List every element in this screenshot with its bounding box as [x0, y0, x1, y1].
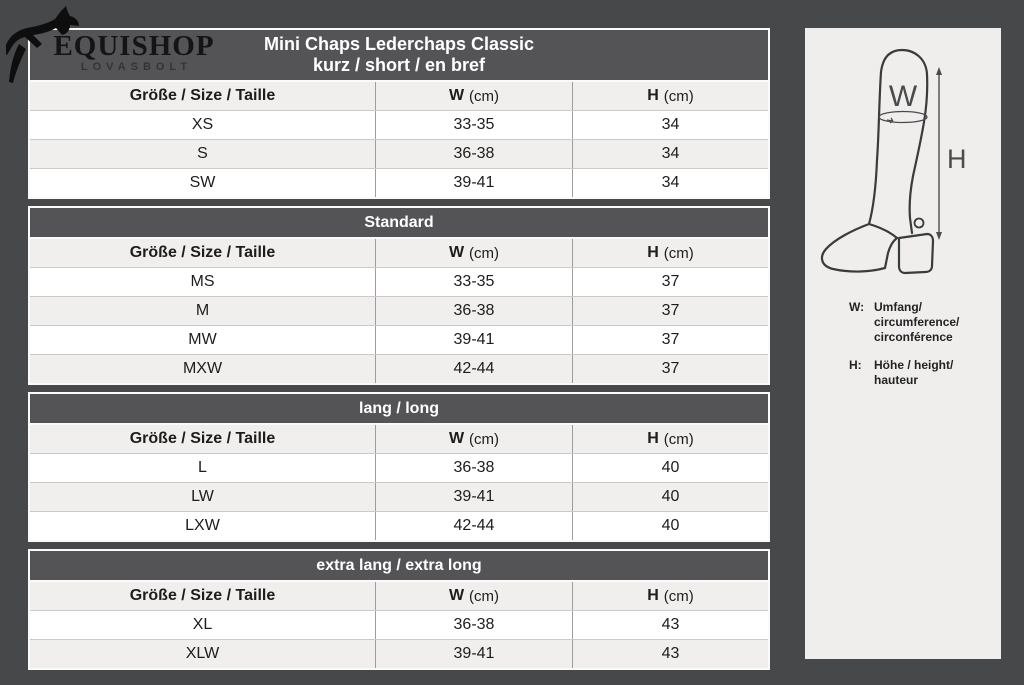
cell-size: XLW: [185, 645, 220, 662]
column-header-row: [30, 582, 768, 610]
cell-h: 34: [572, 169, 768, 197]
cell-size: LW: [191, 488, 214, 505]
cell-size: L: [198, 459, 207, 476]
cell-w: 33-35: [375, 268, 572, 296]
column-header-w: W (cm): [375, 425, 572, 453]
column-header-row: [30, 82, 768, 110]
cell-h: 37: [572, 297, 768, 325]
cell-w: 39-41: [375, 483, 572, 511]
cell-h: 43: [572, 640, 768, 668]
column-header-row: [30, 239, 768, 267]
cell-h: 43: [572, 611, 768, 639]
column-header-size: Größe / Size / Taille: [129, 244, 276, 261]
legend-h: [849, 358, 991, 388]
cell-size: SW: [189, 174, 216, 191]
table-band: lang / long: [30, 394, 768, 425]
cell-size: S: [197, 145, 208, 162]
column-header-h: H (cm): [572, 82, 768, 110]
column-header-w: W (cm): [375, 82, 572, 110]
brand-tagline: LOVASBOLT: [80, 61, 193, 73]
cell-size: MS: [190, 273, 215, 290]
cell-w: 39-41: [375, 326, 572, 354]
cell-w: 42-44: [375, 512, 572, 540]
table-row: [30, 168, 768, 197]
cell-size: M: [195, 302, 210, 319]
cell-w: 36-38: [375, 140, 572, 168]
legend-h-text: Höhe / height/ hauteur: [874, 358, 954, 387]
cell-h: 34: [572, 140, 768, 168]
cell-w: 33-35: [375, 111, 572, 139]
cell-w: 36-38: [375, 454, 572, 482]
column-header-h: H (cm): [572, 425, 768, 453]
product-subtitle: kurz / short / en bref: [312, 55, 486, 75]
cell-h: 34: [572, 111, 768, 139]
cell-w: 39-41: [375, 169, 572, 197]
cell-size: LXW: [185, 517, 220, 534]
column-header-row: [30, 425, 768, 453]
table-row: [30, 325, 768, 354]
cell-w: 39-41: [375, 640, 572, 668]
chap-measurement-diagram: [817, 40, 989, 286]
table-band: Standard: [30, 208, 768, 239]
table-row: [30, 453, 768, 482]
column-header-h: H (cm): [572, 239, 768, 267]
column-header-w: W (cm): [375, 582, 572, 610]
product-title: Mini Chaps Lederchaps Classic: [263, 34, 535, 54]
cell-size: MW: [188, 331, 217, 348]
legend-h-key: H:: [849, 358, 862, 372]
table-row: [30, 354, 768, 383]
cell-size: MXW: [182, 360, 223, 377]
size-table-extra-lang: [28, 549, 770, 670]
column-header-w: W (cm): [375, 239, 572, 267]
cell-h: 37: [572, 268, 768, 296]
table-row: [30, 610, 768, 639]
legend: [805, 286, 1001, 388]
table-row: [30, 482, 768, 511]
table-row: [30, 110, 768, 139]
column-header-h: H (cm): [572, 582, 768, 610]
cell-h: 40: [572, 483, 768, 511]
table-row: [30, 639, 768, 668]
cell-size: XL: [192, 616, 213, 633]
table-band: extra lang / extra long: [30, 551, 768, 582]
measurement-panel: [805, 28, 1001, 659]
legend-w-text: Umfang/ circumference/ circonférence: [874, 300, 960, 344]
w-measure-label: W: [888, 80, 918, 113]
cell-size: XS: [191, 116, 214, 133]
cell-w: 36-38: [375, 297, 572, 325]
title-band: [30, 30, 768, 82]
legend-w: [849, 300, 991, 345]
brand-text: EQUISHOP: [53, 30, 215, 62]
column-header-size: Größe / Size / Taille: [129, 87, 276, 104]
cell-w: 36-38: [375, 611, 572, 639]
table-row: [30, 511, 768, 540]
size-chart: [28, 28, 770, 677]
cell-w: 42-44: [375, 355, 572, 383]
size-table-standard: [28, 206, 770, 385]
logo: [32, 31, 236, 74]
table-row: [30, 296, 768, 325]
cell-h: 40: [572, 454, 768, 482]
cell-h: 37: [572, 326, 768, 354]
table-row: [30, 267, 768, 296]
cell-h: 40: [572, 512, 768, 540]
jumping-horse-icon: [6, 4, 82, 88]
legend-w-key: W:: [849, 300, 865, 314]
cell-h: 37: [572, 355, 768, 383]
h-measure-label: H: [947, 144, 967, 174]
table-row: [30, 139, 768, 168]
size-table-lang: [28, 392, 770, 542]
size-table-kurz: [28, 28, 770, 199]
column-header-size: Größe / Size / Taille: [129, 587, 276, 604]
column-header-size: Größe / Size / Taille: [129, 430, 276, 447]
